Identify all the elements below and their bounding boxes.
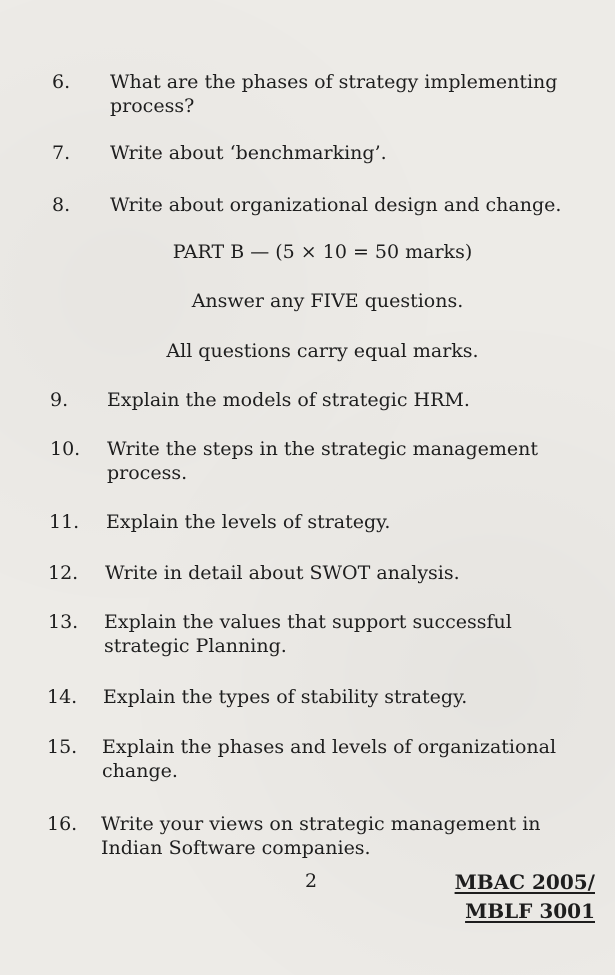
question-text-line: Write your views on strategic management in bbox=[101, 813, 541, 835]
question-number: 15. bbox=[47, 736, 78, 758]
course-code-line1: MBAC 2005/ bbox=[454, 870, 595, 894]
question-text-line: Write the steps in the strategic management bbox=[107, 438, 539, 460]
page-number: 2 bbox=[305, 870, 318, 892]
question-text-line: Write in detail about SWOT analysis. bbox=[105, 562, 460, 584]
question-text-line: Write about organizational design and change. bbox=[110, 194, 562, 216]
question-number: 14. bbox=[47, 686, 78, 708]
question-text-line: change. bbox=[102, 760, 178, 782]
part-b-instruction: Answer any FIVE questions. bbox=[191, 290, 464, 312]
part-b-note: All questions carry equal marks. bbox=[166, 340, 479, 362]
question-text-line: Write about ‘benchmarking’. bbox=[110, 142, 387, 164]
question-text-line: What are the phases of strategy implementing bbox=[110, 71, 558, 93]
question-text-line: Indian Software companies. bbox=[101, 837, 371, 859]
question-number: 10. bbox=[50, 438, 81, 460]
question-text-line: Explain the phases and levels of organizational bbox=[102, 736, 557, 758]
course-code-line2: MBLF 3001 bbox=[465, 899, 595, 923]
question-text-line: strategic Planning. bbox=[104, 635, 287, 657]
part-b-heading: PART B — (5 × 10 = 50 marks) bbox=[172, 241, 473, 263]
question-number: 12. bbox=[48, 562, 79, 584]
question-text-line: Explain the types of stability strategy. bbox=[103, 686, 468, 708]
question-number: 6. bbox=[52, 71, 71, 93]
question-number: 16. bbox=[47, 813, 78, 835]
question-text-line: Explain the levels of strategy. bbox=[106, 511, 391, 533]
question-number: 13. bbox=[48, 611, 79, 633]
question-text-line: Explain the models of strategic HRM. bbox=[107, 389, 470, 411]
question-number: 8. bbox=[52, 194, 71, 216]
question-number: 11. bbox=[49, 511, 80, 533]
question-text-line: Explain the values that support successful bbox=[104, 611, 512, 633]
question-number: 9. bbox=[50, 389, 69, 411]
question-text-line: process. bbox=[107, 462, 188, 484]
question-number: 7. bbox=[52, 142, 71, 164]
question-text-line: process? bbox=[110, 95, 195, 117]
